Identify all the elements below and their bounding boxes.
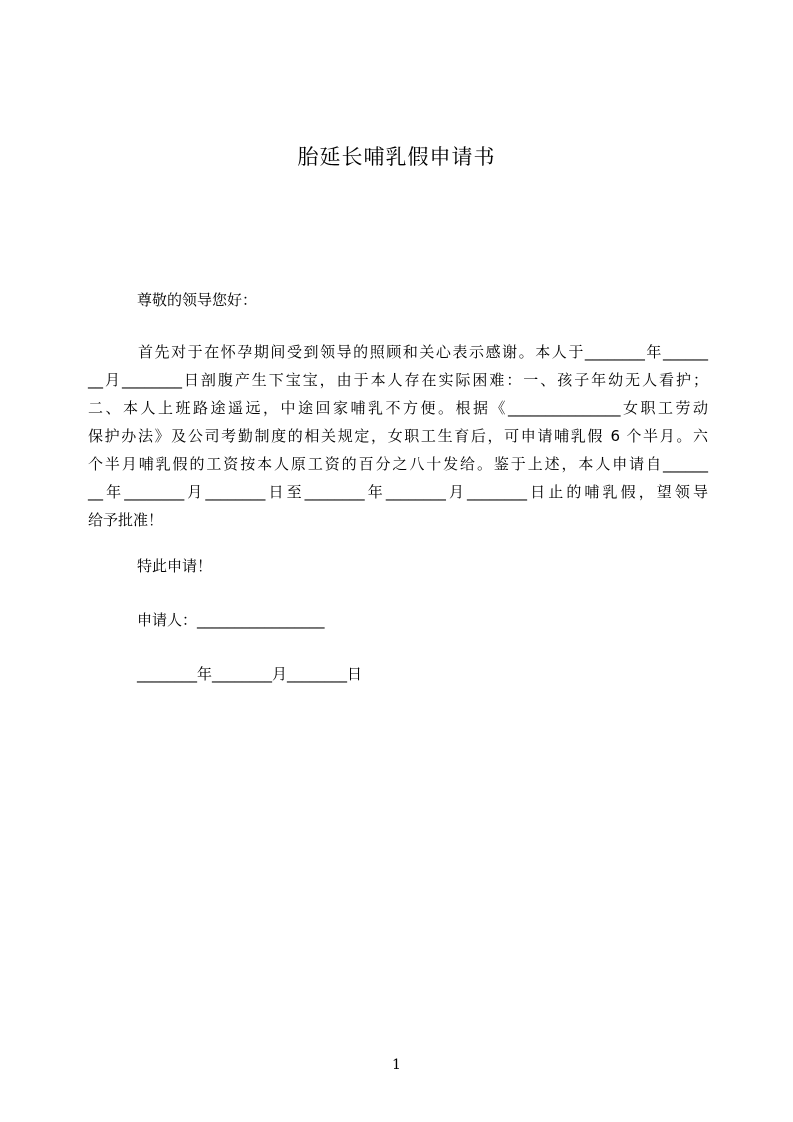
body-line: 给予批准！	[88, 511, 164, 529]
date-line: ________年________月________日	[137, 665, 363, 683]
closing-statement: 特此申请！	[137, 557, 213, 575]
document-title: 胎延长哺乳假申请书	[297, 145, 496, 169]
body-line: 二、本人上班路途遥远，中途回家哺乳不方便。根据《_______________女职工劳动	[88, 399, 708, 417]
applicant-signature-line: 申请人：_________________	[137, 611, 325, 629]
body-line: __月________日剖腹产生下宝宝，由于本人存在实际困难：一、孩子年幼无人看护；	[88, 371, 708, 389]
body-line: __年________月________日至________年________月________日止的哺乳假，望领导	[88, 483, 708, 501]
body-line: 保护办法》及公司考勤制度的相关规定，女职工生育后，可申请哺乳假 6 个半月。六	[88, 427, 708, 445]
greeting: 尊敬的领导您好：	[137, 291, 258, 309]
body-line: 首先对于在怀孕期间受到领导的照顾和关心表示感谢。本人于________年______	[138, 343, 708, 361]
body-line: 个半月哺乳假的工资按本人原工资的百分之八十发给。鉴于上述，本人申请自______	[88, 455, 708, 473]
page-number: 1	[392, 1057, 401, 1073]
